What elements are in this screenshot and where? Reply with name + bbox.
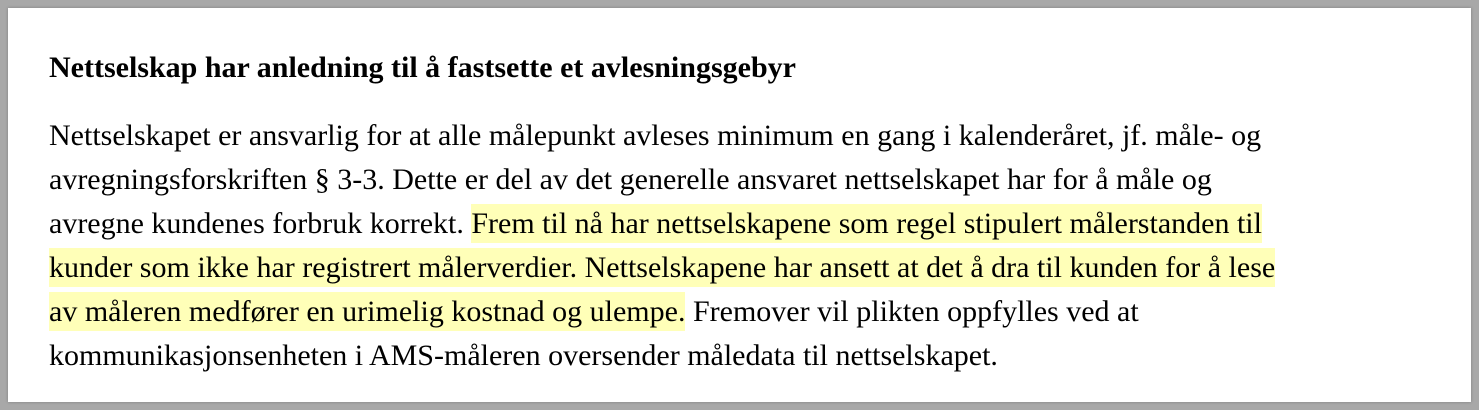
plain-text: Fremover vil plikten oppfylles ved at xyxy=(685,295,1139,328)
plain-text: avregne kundenes forbruk korrekt. xyxy=(49,207,472,240)
document-page xyxy=(8,8,1471,402)
paragraph-line-3 xyxy=(49,202,1275,246)
paragraph-line-4 xyxy=(49,246,1275,290)
document-heading: Nettselskap har anledning til å fastsette et avlesningsgebyr xyxy=(49,51,796,84)
highlighted-text: av måleren medfører en urimelig kostnad og ulempe. xyxy=(49,292,685,331)
highlighted-text: kunder som ikke har registrert målerverdier. Nettselskapene har ansett at det å dra til kunden for å lese xyxy=(49,248,1275,287)
highlighted-text: Frem til nå har nettselskapene som regel stipulert målerstanden til xyxy=(471,204,1262,243)
paragraph-line-6: kommunikasjonsenheten i AMS-måleren oversender måledata til nettselskapet. xyxy=(49,339,998,372)
paragraph-line-1: Nettselskapet er ansvarlig for at alle målepunkt avleses minimum en gang i kalenderåret, jf. måle- og xyxy=(49,119,1262,152)
paragraph-line-2: avregningsforskriften § 3-3. Dette er del av det generelle ansvaret nettselskapet har for å måle og xyxy=(49,163,1212,196)
document-paragraph xyxy=(49,114,1275,378)
paragraph-line-5 xyxy=(49,290,1275,334)
